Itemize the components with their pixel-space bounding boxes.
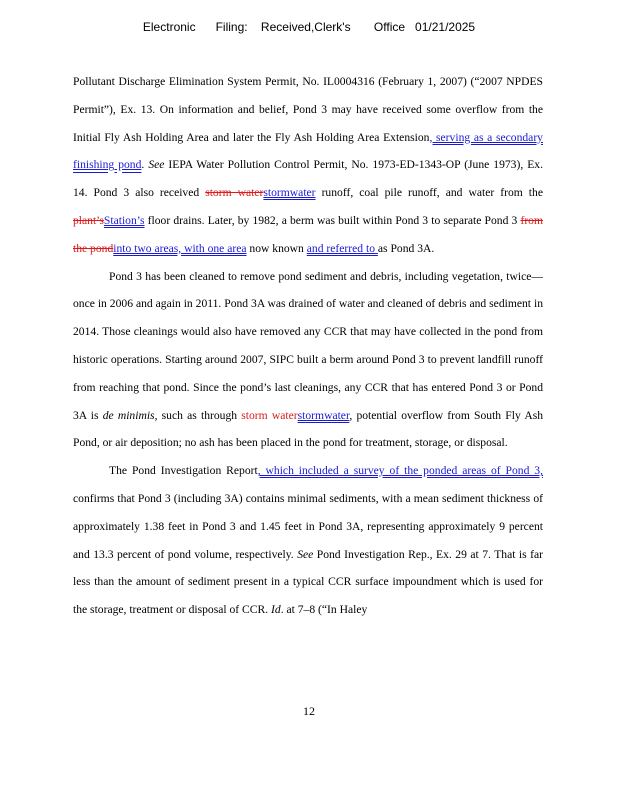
text-run: . <box>141 158 145 172</box>
inserted-text: into two areas, with one area <box>113 241 247 255</box>
text-run: IEPA Water Pollution Control Permit, No. 1973-ED-1343-OP (June 1973), Ex. 14. Pond 3 also received <box>73 158 544 200</box>
filing-header: Electronic Filing: Received,Clerk's Office 01/21/2025 <box>142 20 476 34</box>
inserted-text: stormwater <box>297 408 350 422</box>
text-run: The Pond Investigation Report <box>109 464 258 478</box>
text-run: . at 7–8 (“In Haley <box>280 603 368 617</box>
text-run: Pond 3 has been cleaned to remove pond sediment and debris, including vegetation, twice—once in 2006 and again in 2011. Pond 3A was drained of water and cleaned of debris and sediment in 2014. Those cleanings would also have removed any CCR that may have collected in the pond from historic operations. Starting around 2007, SIPC built a berm around Pond 3 to prevent landfill runoff from reaching that pond. Since the pond’s last cleanings, any CCR that has entered Pond 3 or Pond 3A is <box>73 269 543 422</box>
text-run: , such as through <box>154 408 242 422</box>
text-run: Pond Investigation Rep., Ex. 29 at 7. That is far less than the amount of sediment present in a typical CCR surface impoundment which is used for the storage, treatment or disposal of CCR. <box>73 547 543 617</box>
text-run: , potential overflow from South Fly Ash Pond, or air deposition; no ash has been placed in the pond for treatment, storage, or disposal. <box>73 408 544 450</box>
italic-term: de minimis <box>102 408 155 422</box>
paragraph-1 <box>73 68 543 263</box>
text-run: runoff, coal pile runoff, and water from the <box>315 186 543 200</box>
paragraph-3 <box>73 457 543 624</box>
text-run: now known <box>246 241 307 255</box>
document-body <box>73 68 543 624</box>
text-run: as Pond 3A. <box>377 241 435 255</box>
citation-signal: See <box>148 158 165 172</box>
inserted-text: Station’s <box>103 213 145 227</box>
inserted-text: stormwater <box>263 186 316 200</box>
changed-text: storm water <box>241 408 298 422</box>
citation-signal: See <box>297 547 314 561</box>
paragraph-2 <box>73 263 543 458</box>
citation-signal: Id <box>271 603 281 617</box>
inserted-text: , serving as a secondary finishing pond <box>73 130 543 172</box>
deleted-text: from the pond <box>73 213 543 255</box>
text-run: confirms that Pond 3 (including 3A) contains minimal sediments, with a mean sediment thickness of approximately 1.38 feet in Pond 3 and 1.45 feet in Pond 3A, representing approximately 9 percent and 13.3 percent of pond volume, respectively. <box>73 491 543 561</box>
page-number: 12 <box>303 704 315 718</box>
deleted-text: plant’s <box>73 213 104 227</box>
inserted-text: and referred to <box>306 241 378 255</box>
inserted-text: , which included a survey of the ponded areas of Pond 3, <box>257 464 543 478</box>
text-run: floor drains. Later, by 1982, a berm was built within Pond 3 to separate Pond 3 <box>144 213 521 227</box>
deleted-text: storm water <box>205 186 264 200</box>
text-run: Pollutant Discharge Elimination System Permit, No. IL0004316 (February 1, 2007) (“2007 NPDES Permit”), Ex. 13. On information and belief, Pond 3 may have received some overflow from the Initial Fly Ash Holding Area and later the Fly Ash Holding Area Extension <box>73 75 543 144</box>
